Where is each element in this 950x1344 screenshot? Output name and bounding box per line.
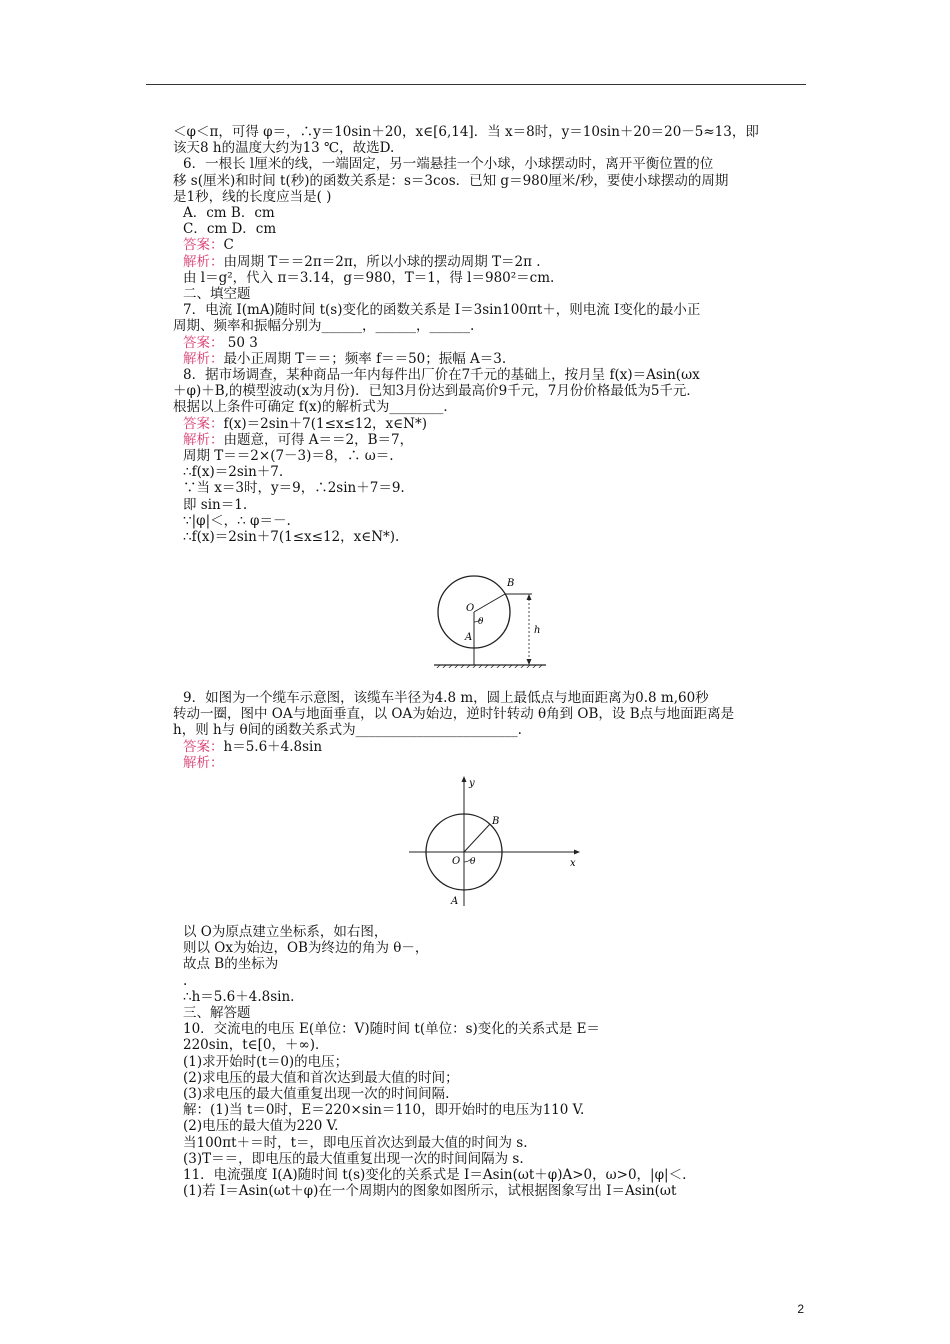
text-line — [173, 173, 728, 189]
line-text: 8．据市场调查，某种商品一年内每件出厂价在7千元的基础上，按月呈 f(x)＝Asin(ωx — [183, 367, 700, 383]
text-line — [183, 464, 283, 480]
answer-prefix: 解析： — [183, 350, 224, 367]
answer-line — [183, 254, 541, 270]
line-text: h，则 h与 θ间的函数关系式为________________________. — [173, 722, 522, 739]
line-text: 该天8 h的温度大约为13 ℃，故选D. — [173, 140, 395, 157]
line-text: 6．一根长 l厘米的线，一端固定，另一端悬挂一个小球，小球摆动时，离开平衡位置的位 — [183, 156, 714, 173]
line-text: 是1秒，线的长度应当是( ) — [173, 188, 332, 205]
answer-line — [183, 351, 506, 367]
answer-prefix: 答案： — [183, 738, 224, 755]
line-text: 220sin，t∈[0，＋∞)． — [183, 1037, 329, 1054]
text-line — [183, 956, 278, 972]
answer-prefix: 答案： — [183, 415, 224, 432]
answer-line — [183, 416, 427, 432]
text-line — [173, 140, 394, 156]
text-line — [183, 302, 700, 318]
line-text: 转动一圈，图中 OA与地面垂直，以 OA为始边，逆时针转动 θ角到 OB，设 B点与地面距离是 — [173, 706, 735, 723]
line-text: ∴h＝5.6＋4.8sin. — [183, 988, 295, 1005]
text-line — [183, 690, 709, 706]
line-text: ∵|φ|＜，∴ φ＝－. — [183, 512, 291, 529]
line-text: 9．如图为一个缆车示意图，该缆车半径为4.8 m，圆上最低点与地面距离为0.8 m,60秒 — [183, 690, 709, 706]
text-line — [183, 1005, 251, 1021]
line-text: 则以 Ox为始边，OB为终边的角为 θ－， — [183, 940, 429, 957]
text-line — [173, 189, 331, 205]
label-B2: B — [492, 816, 500, 827]
line-text: ∵当 x＝3时，y＝9，∴2sin＋7＝9. — [183, 480, 405, 497]
text-line — [183, 1102, 584, 1118]
answer-prefix: 解析： — [183, 754, 224, 771]
header-rule — [146, 84, 806, 85]
line-text: A．cm B．cm — [183, 205, 275, 221]
text-line — [183, 205, 275, 221]
line-text: 最小正周期 T＝＝；频率 f＝＝50；振幅 A＝3. — [223, 350, 507, 367]
line-text: ∴f(x)＝2sin＋7(1≤x≤12，x∈N*). — [183, 529, 400, 545]
line-text: f(x)＝2sin＋7(1≤x≤12，x∈N*) — [223, 415, 427, 432]
label-theta2: θ — [470, 857, 476, 867]
text-line — [183, 1151, 524, 1167]
answer-line — [183, 739, 322, 755]
text-line — [183, 156, 713, 172]
label-O: O — [466, 603, 475, 614]
text-line — [183, 1135, 528, 1151]
line-text: h＝5.6＋4.8sin — [223, 738, 323, 755]
text-line — [183, 448, 394, 464]
answer-line — [183, 755, 224, 771]
line-text: ∴f(x)＝2sin＋7. — [183, 464, 284, 481]
line-text: (2)求电压的最大值和首次达到最大值的时间； — [183, 1069, 459, 1086]
text-line — [173, 722, 522, 738]
text-line — [183, 1086, 449, 1102]
line-text: . — [183, 972, 188, 989]
line-text: 即 sin＝1. — [183, 496, 248, 513]
text-line — [183, 513, 291, 529]
label-A: A — [465, 632, 473, 643]
line-text: (2)电压的最大值为220 V. — [183, 1118, 339, 1135]
text-line — [183, 367, 700, 383]
text-line — [173, 318, 474, 334]
text-line — [183, 1021, 600, 1037]
line-text: 10．交流电的电压 E(单位：V)随时间 t(单位：s)变化的关系式是 E＝ — [183, 1021, 600, 1038]
answer-prefix: 答案： — [183, 237, 224, 254]
line-text: 以 O为原点建立坐标系，如右图， — [183, 924, 388, 940]
text-line — [183, 221, 276, 237]
text-line — [183, 1070, 459, 1086]
line-text: 7．电流 I(mA)随时间 t(s)变化的函数关系是 I＝3sin100πt＋，则电流 I变化的最小正 — [183, 302, 701, 319]
line-text: 11．电流强度 I(A)随时间 t(s)变化的关系式是 I＝Asin(ωt＋φ)A>0，ω>0，|φ|＜. — [183, 1167, 687, 1183]
line-text: 由周期 T＝＝2π＝2π，所以小球的摆动周期 T＝2π . — [223, 253, 541, 270]
line-text: 当100πt＋＝时，t＝，即电压首次达到最大值的时间为 s. — [183, 1134, 528, 1151]
text-line — [183, 286, 251, 302]
text-line — [183, 270, 554, 286]
text-line — [173, 383, 700, 399]
axis-label-y: y — [469, 778, 475, 789]
axis-label-x: x — [570, 858, 576, 869]
label-O2: O — [452, 856, 461, 867]
answer-line — [183, 237, 234, 253]
text-line — [183, 924, 387, 940]
coordinate-figure — [404, 770, 594, 910]
line-text: 周期 T＝＝2×(7－3)＝8，∴ ω＝. — [183, 448, 394, 464]
text-line — [183, 989, 294, 1005]
text-line — [183, 1167, 686, 1183]
text-line — [183, 1037, 329, 1053]
line-text: 周期、频率和振幅分别为______，______，______. — [173, 318, 475, 335]
line-text: ＋φ)＋B,的模型波动(x为月份)．已知3月份达到最高价9千元，7月份价格最低为5千元． — [173, 383, 700, 400]
label-h: h — [534, 625, 541, 636]
line-text: 由题意，可得 A＝＝2，B＝7， — [223, 431, 414, 448]
label-A2: A — [451, 896, 459, 907]
text-line — [173, 706, 734, 722]
text-line — [173, 124, 759, 140]
page-number: 2 — [797, 1302, 804, 1316]
line-text: C．cm D．cm — [183, 221, 277, 238]
text-line — [183, 1118, 338, 1134]
answer-line — [183, 432, 413, 448]
text-line — [183, 973, 187, 989]
cable-car-figure — [414, 568, 554, 668]
answer-prefix: 解析： — [183, 253, 224, 270]
answer-line — [183, 335, 258, 351]
text-line — [183, 940, 428, 956]
line-text: (3)求电压的最大值重复出现一次的时间间隔. — [183, 1086, 450, 1102]
line-text: 移 s(厘米)和时间 t(秒)的函数关系是：s＝3cos．已知 g＝980厘米/秒，要使小球摆动的周期 — [173, 172, 729, 189]
line-text: 50 3 — [223, 334, 258, 351]
line-text: C — [223, 237, 234, 254]
line-text: (1)求开始时(t＝0)的电压； — [183, 1053, 349, 1070]
line-text: 由 l＝g²，代入 π＝3.14，g＝980，T＝1，得 l＝980²＝cm. — [183, 269, 555, 286]
text-line — [183, 480, 405, 496]
text-line — [183, 497, 247, 513]
label-theta: θ — [478, 617, 484, 627]
line-text: 三、解答题 — [183, 1005, 251, 1021]
line-text: 二、填空题 — [183, 286, 251, 302]
line-text: (1)若 I＝Asin(ωt＋φ)在一个周期内的图象如图所示，试根据图象写出 I＝Asin(ωt — [183, 1183, 677, 1200]
line-text: 故点 B的坐标为 — [183, 956, 279, 973]
text-line — [183, 1054, 348, 1070]
answer-prefix: 解析： — [183, 431, 224, 448]
line-text: ＜φ＜π，可得 φ＝，∴y＝10sin＋20，x∈[6,14]．当 x＝8时，y＝10sin＋20＝20－5≈13，即 — [173, 124, 759, 140]
text-line — [183, 529, 399, 545]
text-line — [183, 1183, 676, 1199]
label-B: B — [507, 578, 515, 589]
line-text: 根据以上条件可确定 f(x)的解析式为________． — [173, 399, 457, 416]
text-line — [173, 399, 457, 415]
line-text: (3)T＝＝，即电压的最大值重复出现一次的时间间隔为 s. — [183, 1150, 524, 1167]
line-text: 解：(1)当 t＝0时，E＝220×sin＝110，即开始时的电压为110 V. — [183, 1102, 585, 1119]
answer-prefix: 答案： — [183, 334, 224, 351]
